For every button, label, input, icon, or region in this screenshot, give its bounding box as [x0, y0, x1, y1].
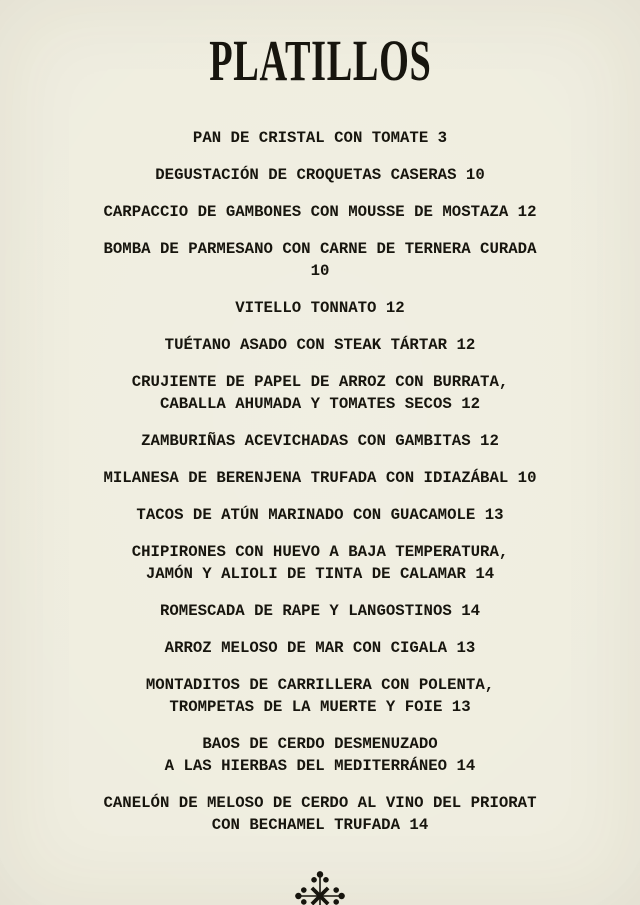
menu-item-line: 10: [310, 262, 330, 280]
menu-item: [0, 334, 640, 356]
menu-item-line: BAOS DE CERDO DESMENUZADO: [202, 735, 438, 753]
cross-dots-ornament: [294, 869, 346, 905]
menu-list: [0, 127, 640, 836]
menu-item: [0, 371, 640, 415]
menu-item: [0, 541, 640, 585]
menu-item-line: A LAS HIERBAS DEL MEDITERRÁNEO 14: [164, 757, 476, 775]
menu-item-line: TACOS DE ATÚN MARINADO CON GUACAMOLE 13: [136, 506, 504, 524]
menu-item-line: VITELLO TONNATO 12: [235, 299, 405, 317]
page-title: [0, 28, 640, 93]
menu-item: [0, 430, 640, 452]
menu-item: [0, 637, 640, 659]
menu-item-line: JAMÓN Y ALIOLI DE TINTA DE CALAMAR 14: [145, 565, 495, 583]
menu-item: [0, 504, 640, 526]
menu-item-line: ROMESCADA DE RAPE Y LANGOSTINOS 14: [159, 602, 481, 620]
menu-item-line: CARPACCIO DE GAMBONES CON MOUSSE DE MOSTAZA 12: [103, 203, 537, 221]
menu-item: [0, 467, 640, 489]
ornament-container: [0, 869, 640, 905]
menu-item-line: CHIPIRONES CON HUEVO A BAJA TEMPERATURA,: [131, 543, 509, 561]
menu-item-line: BOMBA DE PARMESANO CON CARNE DE TERNERA CURADA: [103, 240, 537, 258]
menu-item-line: ZAMBURIÑAS ACEVICHADAS CON GAMBITAS 12: [141, 432, 499, 450]
menu-item: [0, 733, 640, 777]
menu-item-line: CON BECHAMEL TRUFADA 14: [211, 816, 429, 834]
menu-item-line: CANELÓN DE MELOSO DE CERDO AL VINO DEL PRIORAT: [103, 794, 537, 812]
menu-item-line: PAN DE CRISTAL CON TOMATE 3: [192, 129, 448, 147]
menu-item: [0, 201, 640, 223]
menu-item: [0, 127, 640, 149]
menu-item: [0, 164, 640, 186]
menu-item-line: MONTADITOS DE CARRILLERA CON POLENTA,: [145, 676, 495, 694]
menu-item-line: TUÉTANO ASADO CON STEAK TÁRTAR 12: [164, 336, 476, 354]
menu-item: [0, 792, 640, 836]
page-title-text: PLATILLOS: [208, 28, 432, 93]
menu-item: [0, 297, 640, 319]
menu-item: [0, 238, 640, 282]
menu-item-line: MILANESA DE BERENJENA TRUFADA CON IDIAZÁBAL 10: [103, 469, 537, 487]
menu-item-line: CRUJIENTE DE PAPEL DE ARROZ CON BURRATA,: [131, 373, 509, 391]
menu-item: [0, 600, 640, 622]
menu-item: [0, 674, 640, 718]
menu-item-line: CABALLA AHUMADA Y TOMATES SECOS 12: [159, 395, 481, 413]
menu-item-line: ARROZ MELOSO DE MAR CON CIGALA 13: [164, 639, 476, 657]
menu-item-line: DEGUSTACIÓN DE CROQUETAS CASERAS 10: [155, 166, 485, 184]
menu-item-line: TROMPETAS DE LA MUERTE Y FOIE 13: [169, 698, 471, 716]
